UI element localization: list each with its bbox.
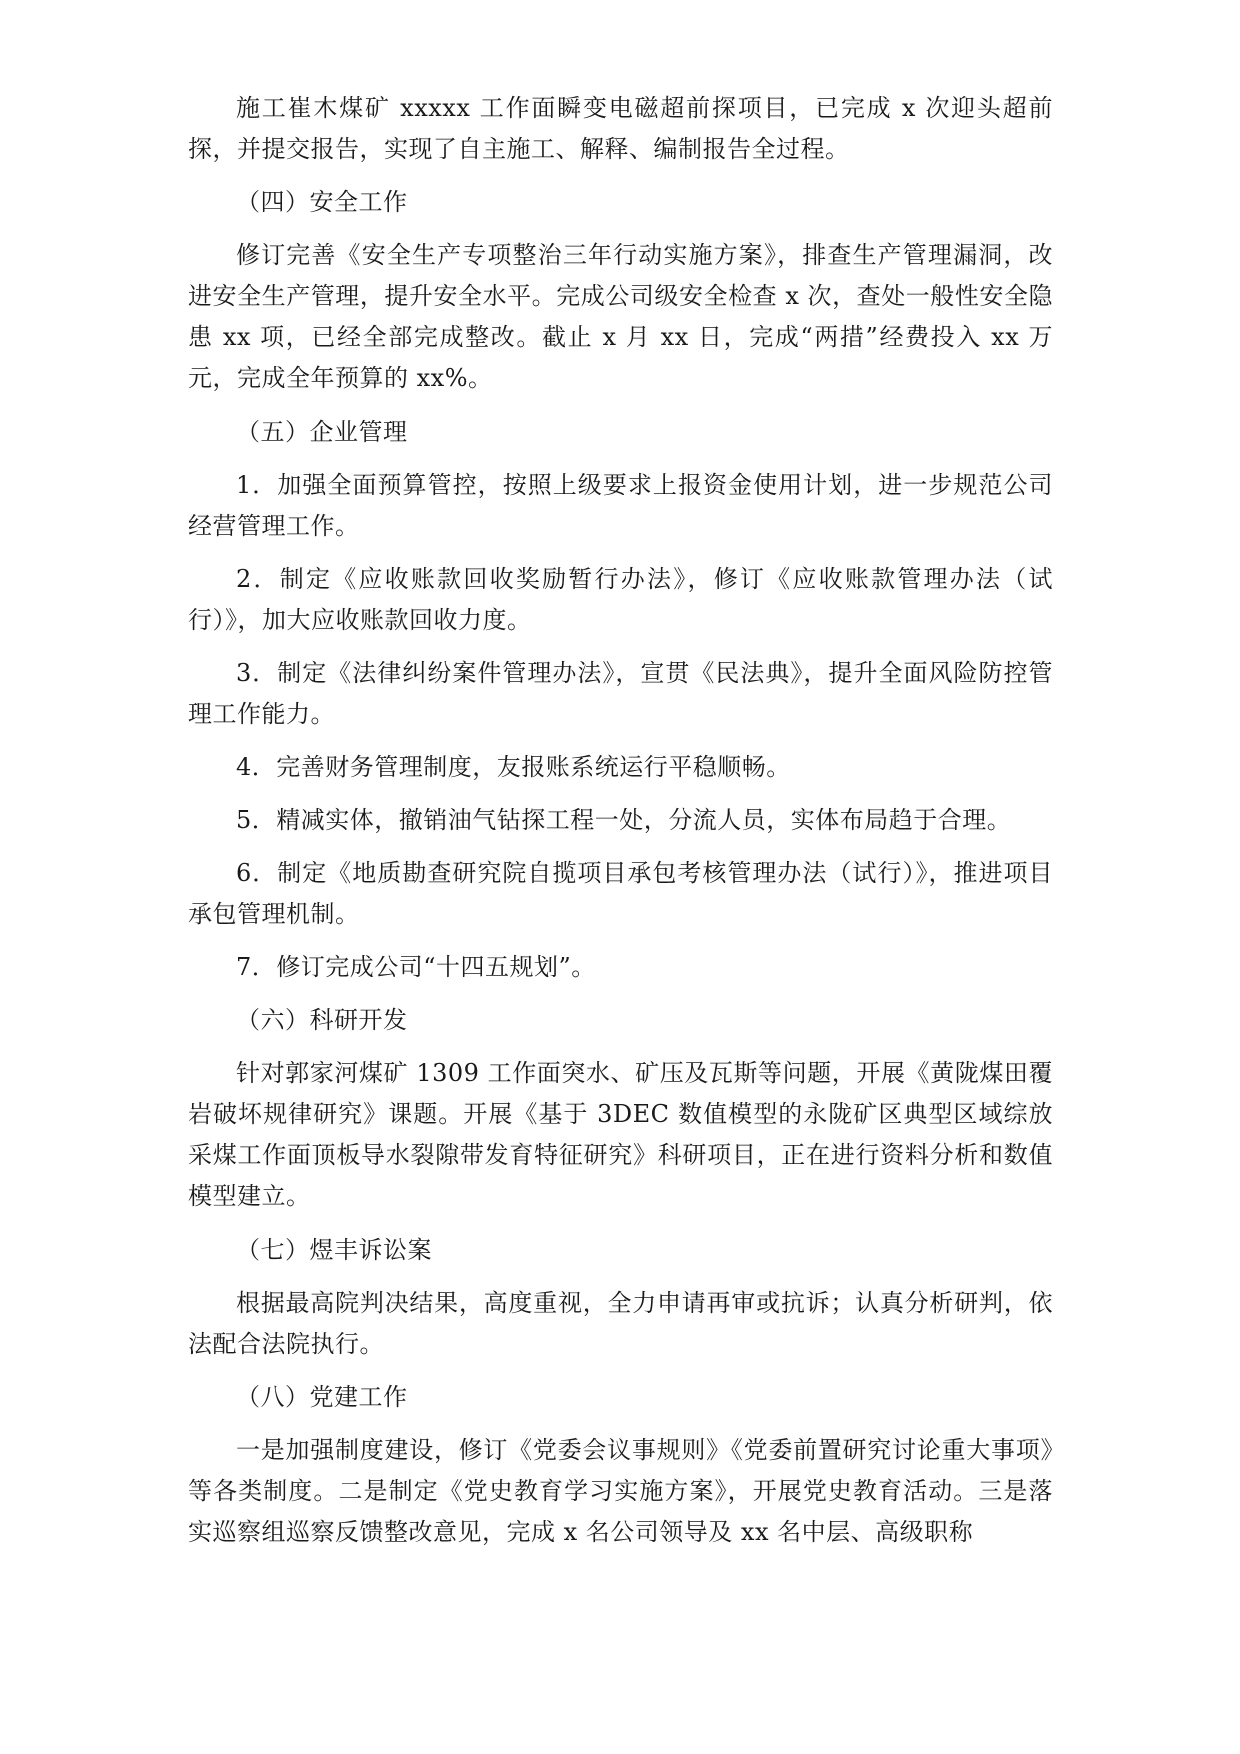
- paragraph-party-building: 一是加强制度建设，修订《党委会议事规则》《党委前置研究讨论重大事项》等各类制度。二是制定《党史教育学习实施方案》，开展党史教育活动。三是落实巡察组巡察反馈整改意见，完成 x 名公司领导及 xx 名中层、高级职称: [188, 1436, 1053, 1546]
- list-item-financial-system: 4．完善财务管理制度，友报账系统运行平稳顺畅。: [236, 753, 791, 781]
- list-item-budget-control: 1．加强全面预算管控，按照上级要求上报资金使用计划，进一步规范公司经营管理工作。: [188, 471, 1053, 540]
- heading-research-development: （六）科研开发: [236, 1006, 408, 1034]
- list-item-streamline-entities: 5．精减实体，撤销油气钻探工程一处，分流人员，实体布局趋于合理。: [236, 806, 1012, 834]
- paragraph-safety-work: 修订完善《安全生产专项整治三年行动实施方案》，排查生产管理漏洞，改进安全生产管理，提升安全水平。完成公司级安全检查 x 次，查处一般性安全隐患 xx 项，已经全部完成整改。截止 x 月 xx 日，完成“两措”经费投入 xx 万元，完成全年预算的 xx%。: [188, 241, 1053, 392]
- list-item-legal-disputes: 3．制定《法律纠纷案件管理办法》，宣贯《民法典》，提升全面风险防控管理工作能力。: [188, 659, 1053, 728]
- list-item-project-contracting: 6．制定《地质勘查研究院自揽项目承包考核管理办法（试行）》，推进项目承包管理机制。: [188, 859, 1053, 928]
- list-item-receivables: 2．制定《应收账款回收奖励暂行办法》，修订《应收账款管理办法（试行）》，加大应收账款回收力度。: [188, 565, 1053, 634]
- heading-lawsuit: （七）煜丰诉讼案: [236, 1236, 432, 1264]
- heading-party-building: （八）党建工作: [236, 1383, 408, 1411]
- document-page: [188, 0, 1053, 1754]
- paragraph-lawsuit: 根据最高院判决结果，高度重视，全力申请再审或抗诉；认真分析研判，依法配合法院执行。: [188, 1289, 1053, 1358]
- paragraph-research-development: 针对郭家河煤矿 1309 工作面突水、矿压及瓦斯等问题，开展《黄陇煤田覆岩破坏规律研究》课题。开展《基于 3DEC 数值模型的永陇矿区典型区域综放采煤工作面顶板导水裂隙带发育特征研究》科研项目，正在进行资料分析和数值模型建立。: [188, 1059, 1053, 1210]
- list-item-five-year-plan: 7．修订完成公司“十四五规划”。: [236, 953, 596, 981]
- paragraph-tunnel-survey: 施工崔木煤矿 xxxxx 工作面瞬变电磁超前探项目，已完成 x 次迎头超前探，并提交报告，实现了自主施工、解释、编制报告全过程。: [188, 94, 1053, 163]
- heading-enterprise-management: （五）企业管理: [236, 418, 408, 446]
- heading-safety-work: （四）安全工作: [236, 188, 408, 216]
